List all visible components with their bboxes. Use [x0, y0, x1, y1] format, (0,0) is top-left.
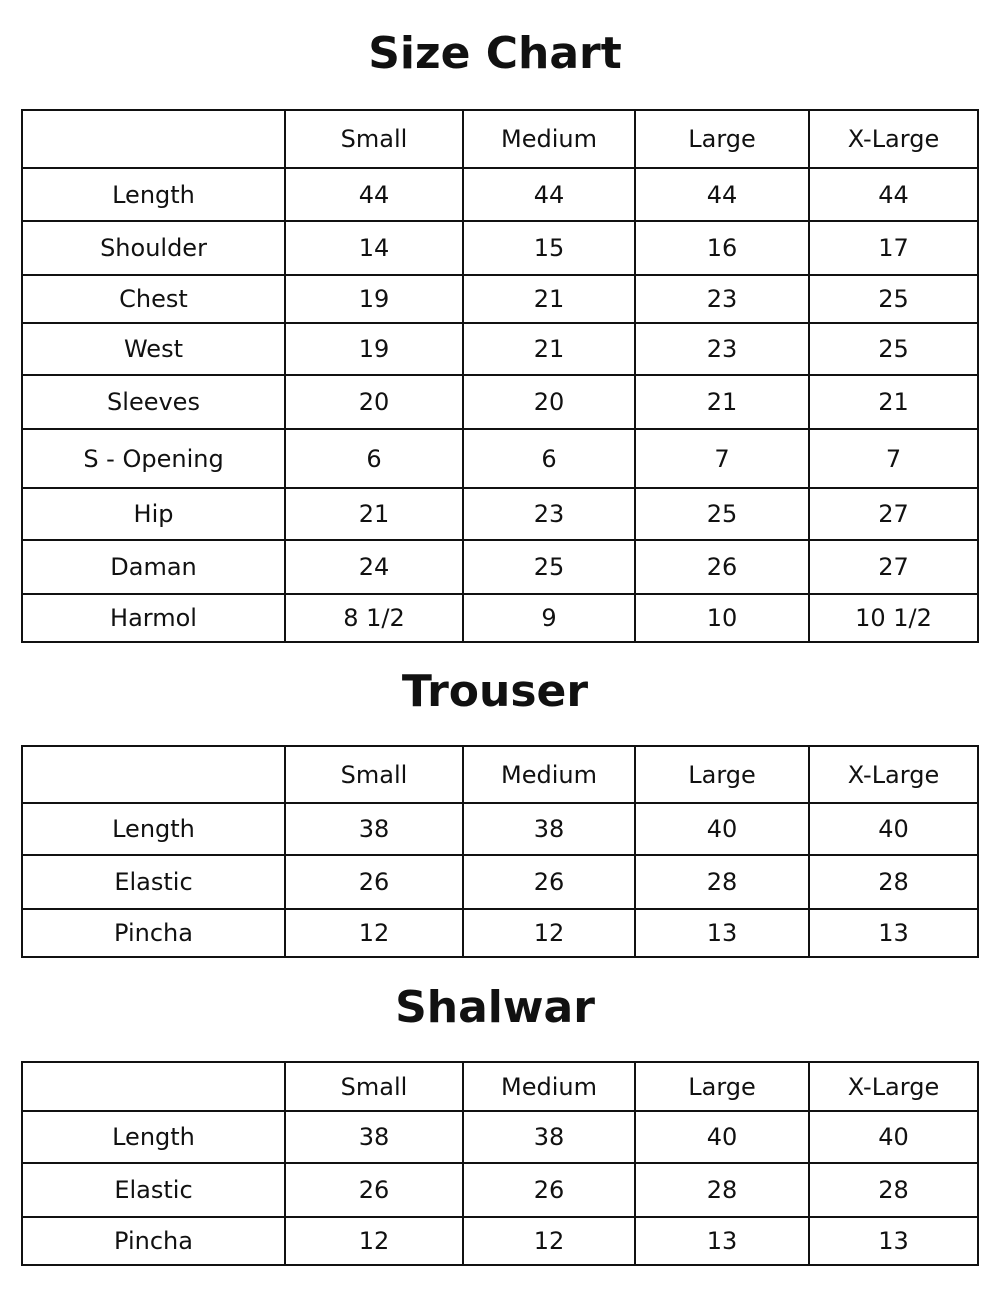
- measurement-cell: 9: [463, 594, 635, 642]
- measurement-cell: 44: [463, 168, 635, 221]
- measurement-cell: 26: [285, 1163, 463, 1217]
- measurement-cell: 26: [463, 1163, 635, 1217]
- row-label: Length: [22, 803, 285, 855]
- measurement-cell: 10 1/2: [809, 594, 978, 642]
- header-corner-cell: [22, 1062, 285, 1111]
- row-label: Daman: [22, 540, 285, 594]
- measurement-cell: 13: [809, 1217, 978, 1265]
- column-header: Large: [635, 1062, 809, 1111]
- measurement-cell: 28: [809, 1163, 978, 1217]
- measurement-cell: 25: [809, 275, 978, 323]
- measurement-cell: 21: [635, 375, 809, 429]
- trouser-title: Trouser: [401, 666, 589, 717]
- shalwar-title: Shalwar: [395, 982, 595, 1033]
- measurement-cell: 24: [285, 540, 463, 594]
- measurement-cell: 23: [463, 488, 635, 540]
- column-header: Large: [635, 110, 809, 168]
- measurement-cell: 26: [463, 855, 635, 909]
- measurement-cell: 12: [463, 1217, 635, 1265]
- table-header-row: [22, 1062, 978, 1111]
- column-header: Small: [285, 1062, 463, 1111]
- table-row: [22, 1163, 978, 1217]
- column-header: Medium: [463, 1062, 635, 1111]
- measurement-cell: 19: [285, 323, 463, 375]
- measurement-cell: 21: [285, 488, 463, 540]
- measurement-cell: 40: [809, 1111, 978, 1163]
- measurement-cell: 44: [285, 168, 463, 221]
- row-label: Hip: [22, 488, 285, 540]
- size-chart-table: [21, 109, 979, 643]
- table-row: [22, 594, 978, 642]
- column-header: X-Large: [809, 110, 978, 168]
- row-label: Length: [22, 168, 285, 221]
- measurement-cell: 12: [285, 1217, 463, 1265]
- column-header: Small: [285, 110, 463, 168]
- table-row: [22, 323, 978, 375]
- measurement-cell: 21: [463, 275, 635, 323]
- measurement-cell: 12: [285, 909, 463, 957]
- measurement-cell: 23: [635, 323, 809, 375]
- table-header-row: [22, 110, 978, 168]
- measurement-cell: 44: [809, 168, 978, 221]
- measurement-cell: 21: [809, 375, 978, 429]
- row-label: S - Opening: [22, 429, 285, 488]
- measurement-cell: 44: [635, 168, 809, 221]
- table-row: [22, 221, 978, 275]
- size-chart-title: Size Chart: [368, 28, 622, 79]
- measurement-cell: 6: [285, 429, 463, 488]
- measurement-cell: 28: [809, 855, 978, 909]
- measurement-cell: 40: [809, 803, 978, 855]
- measurement-cell: 27: [809, 540, 978, 594]
- measurement-cell: 38: [285, 803, 463, 855]
- measurement-cell: 38: [463, 1111, 635, 1163]
- table-row: [22, 275, 978, 323]
- measurement-cell: 13: [635, 1217, 809, 1265]
- table-row: [22, 1111, 978, 1163]
- table-row: [22, 375, 978, 429]
- row-label: West: [22, 323, 285, 375]
- row-label: Chest: [22, 275, 285, 323]
- measurement-cell: 38: [285, 1111, 463, 1163]
- trouser-table: [21, 745, 979, 958]
- measurement-cell: 19: [285, 275, 463, 323]
- table-header-row: [22, 746, 978, 803]
- table-row: [22, 855, 978, 909]
- column-header: Small: [285, 746, 463, 803]
- column-header: Medium: [463, 110, 635, 168]
- shalwar-table: [21, 1061, 979, 1266]
- measurement-cell: 28: [635, 855, 809, 909]
- measurement-cell: 12: [463, 909, 635, 957]
- table-row: [22, 540, 978, 594]
- measurement-cell: 25: [463, 540, 635, 594]
- row-label: Harmol: [22, 594, 285, 642]
- measurement-cell: 27: [809, 488, 978, 540]
- table-row: [22, 1217, 978, 1265]
- header-corner-cell: [22, 746, 285, 803]
- measurement-cell: 26: [285, 855, 463, 909]
- row-label: Sleeves: [22, 375, 285, 429]
- column-header: Large: [635, 746, 809, 803]
- measurement-cell: 6: [463, 429, 635, 488]
- measurement-cell: 25: [809, 323, 978, 375]
- table-row: [22, 168, 978, 221]
- measurement-cell: 20: [285, 375, 463, 429]
- measurement-cell: 40: [635, 803, 809, 855]
- column-header: X-Large: [809, 746, 978, 803]
- measurement-cell: 23: [635, 275, 809, 323]
- table-row: [22, 429, 978, 488]
- row-label: Shoulder: [22, 221, 285, 275]
- measurement-cell: 7: [635, 429, 809, 488]
- measurement-cell: 14: [285, 221, 463, 275]
- table-row: [22, 803, 978, 855]
- measurement-cell: 40: [635, 1111, 809, 1163]
- header-corner-cell: [22, 110, 285, 168]
- measurement-cell: 13: [635, 909, 809, 957]
- measurement-cell: 26: [635, 540, 809, 594]
- measurement-cell: 21: [463, 323, 635, 375]
- row-label: Elastic: [22, 855, 285, 909]
- row-label: Pincha: [22, 909, 285, 957]
- table-row: [22, 909, 978, 957]
- measurement-cell: 13: [809, 909, 978, 957]
- measurement-cell: 8 1/2: [285, 594, 463, 642]
- measurement-cell: 20: [463, 375, 635, 429]
- measurement-cell: 7: [809, 429, 978, 488]
- table-row: [22, 488, 978, 540]
- measurement-cell: 10: [635, 594, 809, 642]
- row-label: Pincha: [22, 1217, 285, 1265]
- measurement-cell: 28: [635, 1163, 809, 1217]
- measurement-cell: 38: [463, 803, 635, 855]
- measurement-cell: 15: [463, 221, 635, 275]
- measurement-cell: 17: [809, 221, 978, 275]
- column-header: X-Large: [809, 1062, 978, 1111]
- measurement-cell: 16: [635, 221, 809, 275]
- row-label: Elastic: [22, 1163, 285, 1217]
- column-header: Medium: [463, 746, 635, 803]
- measurement-cell: 25: [635, 488, 809, 540]
- row-label: Length: [22, 1111, 285, 1163]
